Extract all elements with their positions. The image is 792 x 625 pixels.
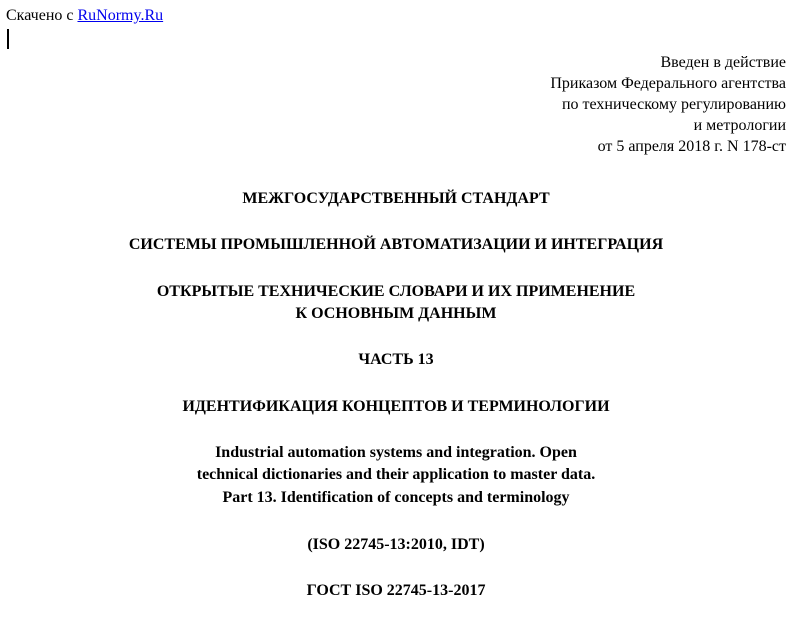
source-line [6, 6, 163, 26]
english-title-line: Part 13. Identification of concepts and terminology [222, 489, 570, 506]
approval-line: от 5 апреля 2018 г. N 178-ст [597, 138, 786, 155]
source-link[interactable]: RuNormy.Ru [77, 7, 164, 24]
approval-line: и метрологии [693, 117, 786, 134]
document-designation: ГОСТ ISO 22745-13-2017 [306, 582, 486, 599]
series-title-heading: СИСТЕМЫ ПРОМЫШЛЕННОЙ АВТОМАТИЗАЦИИ И ИНТЕГРАЦИЯ [128, 236, 664, 253]
text-cursor [7, 29, 9, 49]
iso-reference: (ISO 22745-13:2010, IDT) [307, 536, 485, 553]
part-heading: ЧАСТЬ 13 [358, 351, 434, 368]
source-prefix: Скачено с [6, 7, 74, 24]
english-title-line: technical dictionaries and their application to master data. [196, 466, 596, 483]
part-title-heading: ИДЕНТИФИКАЦИЯ КОНЦЕПТОВ И ТЕРМИНОЛОГИИ [182, 398, 610, 415]
approval-block [550, 52, 786, 157]
subtitle-line: ОТКРЫТЫЕ ТЕХНИЧЕСКИЕ СЛОВАРИ И ИХ ПРИМЕНЕНИЕ [156, 283, 636, 300]
approval-line: Приказом Федерального агентства [550, 75, 786, 92]
standard-type-heading: МЕЖГОСУДАРСТВЕННЫЙ СТАНДАРТ [242, 190, 550, 207]
approval-line: по техническому регулированию [561, 96, 786, 113]
subtitle-line: К ОСНОВНЫМ ДАННЫМ [295, 305, 497, 322]
english-title-line: Industrial automation systems and integration. Open [215, 444, 577, 461]
approval-line: Введен в действие [660, 54, 786, 71]
